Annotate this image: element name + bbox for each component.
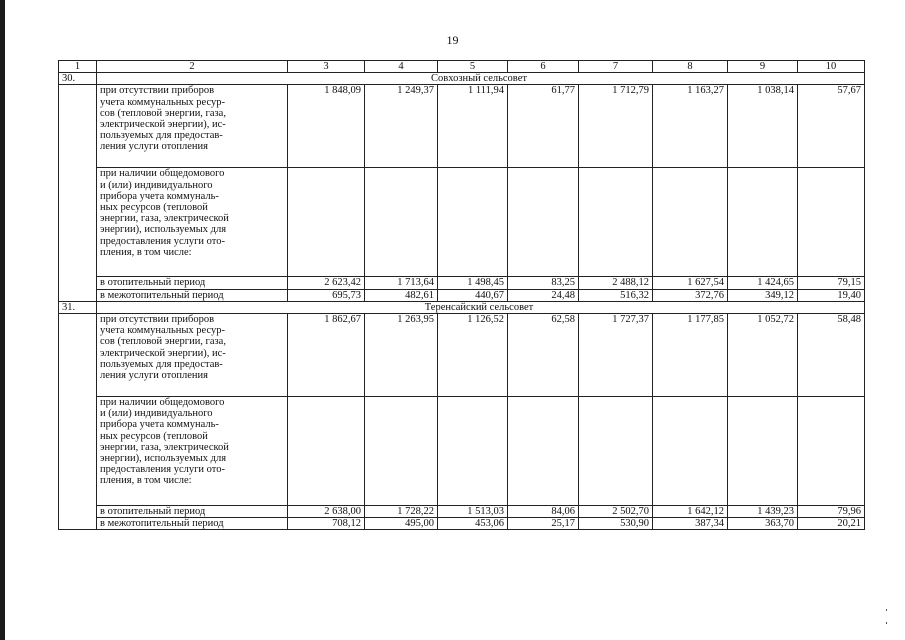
value-cell: 79,96: [798, 506, 865, 518]
row-label: в отопительный период: [97, 506, 288, 518]
section-row: [59, 301, 865, 313]
row-label: в межотопительный период: [97, 518, 288, 530]
section-row: [59, 73, 865, 85]
table-row: [59, 277, 865, 289]
value-cell: 84,06: [508, 506, 579, 518]
row-label: при отсутствии приборов учета коммунальных ресур- сов (тепловой энергии, газа, электрической энергии), ис- пользуемых для предостав- ления услуги отопления: [97, 85, 288, 168]
table-row: [59, 85, 865, 168]
value-cell: 482,61: [365, 289, 438, 301]
value-cell: 1 052,72: [728, 314, 798, 397]
value-cell: [508, 168, 579, 277]
value-cell: 695,73: [288, 289, 365, 301]
value-cell: 57,67: [798, 85, 865, 168]
value-cell: 83,25: [508, 277, 579, 289]
header-cell: 5: [438, 61, 508, 73]
table-row: [59, 289, 865, 301]
value-cell: 25,17: [508, 518, 579, 530]
value-cell: 61,77: [508, 85, 579, 168]
section-title: Совхозный сельсовет: [97, 73, 865, 85]
value-cell: [653, 168, 728, 277]
tariff-table: [58, 60, 865, 530]
value-cell: 1 249,37: [365, 85, 438, 168]
value-cell: 62,58: [508, 314, 579, 397]
header-row: [59, 61, 865, 73]
header-cell: 4: [365, 61, 438, 73]
value-cell: [728, 168, 798, 277]
value-cell: 1 498,45: [438, 277, 508, 289]
value-cell: 19,40: [798, 289, 865, 301]
section-title: Теренсайский сельсовет: [97, 301, 865, 313]
value-cell: 1 848,09: [288, 85, 365, 168]
header-cell: 2: [97, 61, 288, 73]
value-cell: 440,67: [438, 289, 508, 301]
value-cell: 1 424,65: [728, 277, 798, 289]
header-cell: 6: [508, 61, 579, 73]
value-cell: 1 038,14: [728, 85, 798, 168]
value-cell: 2 488,12: [579, 277, 653, 289]
value-cell: [288, 397, 365, 506]
scan-speck: [886, 622, 887, 624]
page-number: 19: [446, 33, 459, 47]
value-cell: 1 712,79: [579, 85, 653, 168]
row-label: в отопительный период: [97, 277, 288, 289]
value-cell: 2 502,70: [579, 506, 653, 518]
header-cell: 3: [288, 61, 365, 73]
header-cell: 1: [59, 61, 97, 73]
value-cell: 1 862,67: [288, 314, 365, 397]
header-cell: 10: [798, 61, 865, 73]
value-cell: 1 177,85: [653, 314, 728, 397]
value-cell: 349,12: [728, 289, 798, 301]
header-cell: 7: [579, 61, 653, 73]
value-cell: 372,76: [653, 289, 728, 301]
value-cell: 2 623,42: [288, 277, 365, 289]
value-cell: [438, 397, 508, 506]
header-cell: 8: [653, 61, 728, 73]
table-row: [59, 518, 865, 530]
section-index: 30.: [59, 73, 97, 85]
value-cell: [728, 397, 798, 506]
value-cell: [508, 397, 579, 506]
scan-edge: [0, 0, 5, 640]
table-row: [59, 314, 865, 397]
value-cell: 1 263,95: [365, 314, 438, 397]
header-cell: 9: [728, 61, 798, 73]
value-cell: [579, 397, 653, 506]
value-cell: 1 713,64: [365, 277, 438, 289]
table-row: [59, 397, 865, 506]
value-cell: 708,12: [288, 518, 365, 530]
scan-speck: [886, 609, 887, 611]
value-cell: 1 728,22: [365, 506, 438, 518]
value-cell: 20,21: [798, 518, 865, 530]
value-cell: 24,48: [508, 289, 579, 301]
table-row: [59, 506, 865, 518]
value-cell: 1 111,94: [438, 85, 508, 168]
value-cell: 1 126,52: [438, 314, 508, 397]
row-label: в межотопительный период: [97, 289, 288, 301]
index-cell: [59, 314, 97, 530]
value-cell: 1 439,23: [728, 506, 798, 518]
value-cell: 1 727,37: [579, 314, 653, 397]
value-cell: 58,48: [798, 314, 865, 397]
value-cell: 1 513,03: [438, 506, 508, 518]
value-cell: [365, 397, 438, 506]
section-index: 31.: [59, 301, 97, 313]
row-label: при отсутствии приборов учета коммунальных ресур- сов (тепловой энергии, газа, электрической энергии), ис- пользуемых для предостав- ления услуги отопления: [97, 314, 288, 397]
value-cell: [579, 168, 653, 277]
row-label: при наличии общедомового и (или) индивидуального прибора учета коммуналь- ных ресурсов (тепловой энергии, газа, электрической энергии), используемых для предоставления услуги ото- пления, в том числе:: [97, 168, 288, 277]
index-cell: [59, 85, 97, 301]
value-cell: 453,06: [438, 518, 508, 530]
value-cell: [438, 168, 508, 277]
value-cell: 1 627,54: [653, 277, 728, 289]
row-label: при наличии общедомового и (или) индивидуального прибора учета коммуналь- ных ресурсов (тепловой энергии, газа, электрической энергии), используемых для предоставления услуги ото- пления, в том числе:: [97, 397, 288, 506]
value-cell: 1 642,12: [653, 506, 728, 518]
value-cell: 1 163,27: [653, 85, 728, 168]
value-cell: 2 638,00: [288, 506, 365, 518]
value-cell: 516,32: [579, 289, 653, 301]
value-cell: [653, 397, 728, 506]
value-cell: [798, 168, 865, 277]
value-cell: 363,70: [728, 518, 798, 530]
value-cell: [798, 397, 865, 506]
value-cell: 79,15: [798, 277, 865, 289]
value-cell: [288, 168, 365, 277]
table-row: [59, 168, 865, 277]
value-cell: 387,34: [653, 518, 728, 530]
value-cell: 530,90: [579, 518, 653, 530]
value-cell: 495,00: [365, 518, 438, 530]
value-cell: [365, 168, 438, 277]
